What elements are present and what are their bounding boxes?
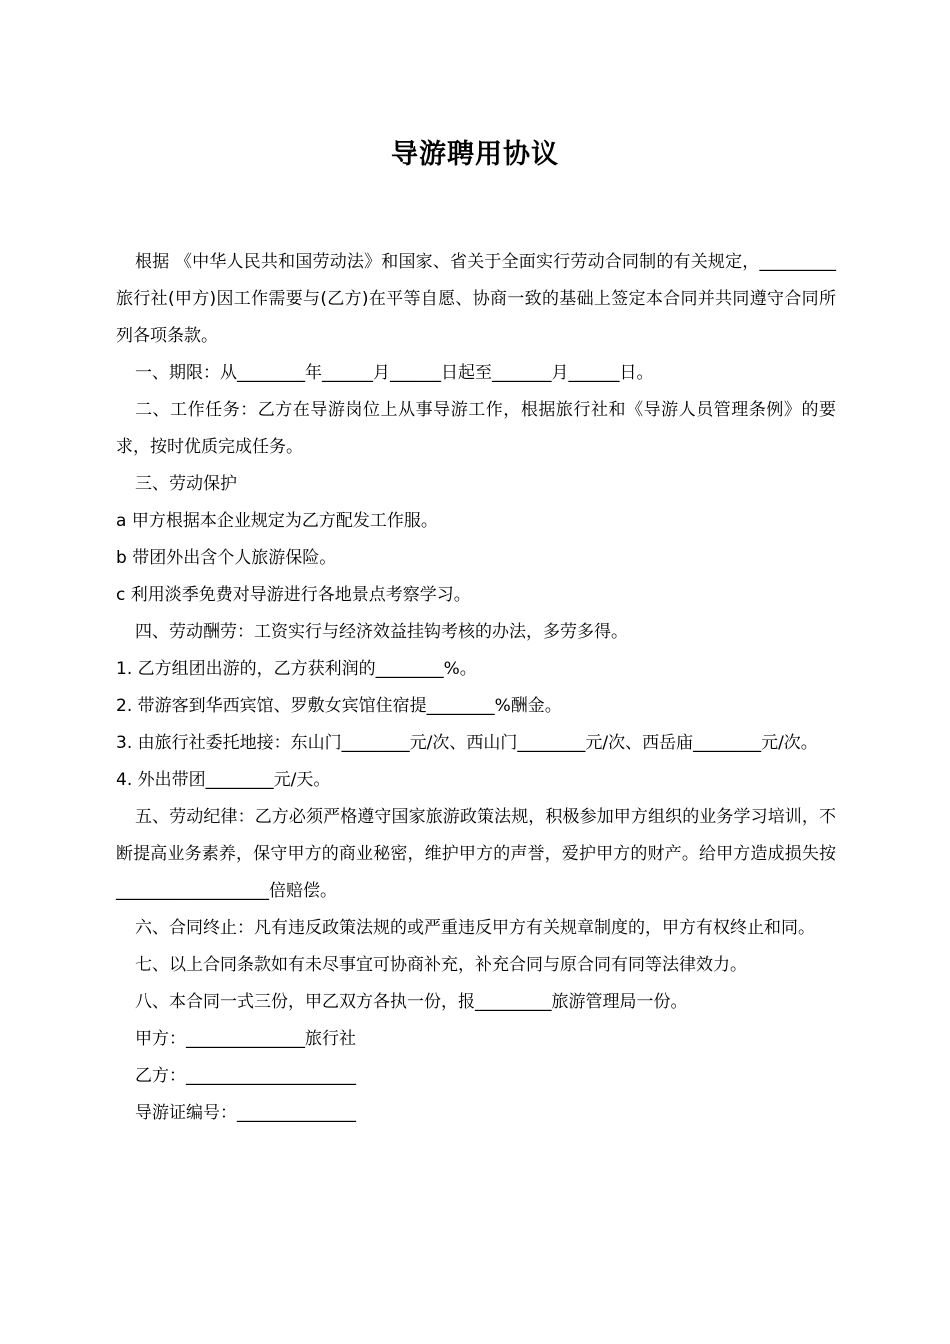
remuneration-item-3: 3. 由旅行社委托地接：东山门________元/次、西山门________元/次、西岳庙________元/次。 — [116, 733, 818, 753]
discipline-clause: 五、劳动纪律：乙方必须严格遵守国家旅游政策法规，积极参加甲方组织的业务学习培训，不断提高业务素养，保守甲方的商业秘密，维护甲方的声誉，爱护甲方的财产。给甲方造成损失按__________________倍赔偿。 — [116, 807, 836, 901]
party-a-signature-line: 甲方：______________旅行社 — [135, 1029, 356, 1049]
party-b-signature-line: 乙方：____________________ — [135, 1066, 356, 1086]
labor-protection-item-a: a 甲方根据本企业规定为乙方配发工作服。 — [116, 511, 438, 531]
remuneration-item-1: 1. 乙方组团出游的，乙方获利润的________%。 — [116, 659, 477, 679]
document-body — [116, 244, 836, 1132]
copies-clause: 八、本合同一式三份，甲乙双方各执一份，报_________旅游管理局一份。 — [135, 992, 688, 1012]
remuneration-clause: 四、劳动酬劳：工资实行与经济效益挂钩考核的办法，多劳多得。 — [135, 622, 628, 642]
guide-license-number-line: 导游证编号：______________ — [135, 1103, 356, 1123]
termination-clause: 六、合同终止：凡有违反政策法规的或严重违反甲方有关规章制度的，甲方有权终止和同。 — [135, 918, 815, 938]
remuneration-item-4: 4. 外出带团________元/天。 — [116, 770, 331, 790]
preamble-paragraph: 根据 《中华人民共和国劳动法》和国家、省关于全面实行劳动合同制的有关规定，_________旅行社(甲方)因工作需要与(乙方)在平等自愿、协商一致的基础上签定本合同并共同遵守合同所列各项条款。 — [116, 252, 836, 346]
supplement-clause: 七、以上合同条款如有未尽事宜可协商补充，补充合同与原合同有同等法律效力。 — [135, 955, 747, 975]
labor-protection-item-b: b 带团外出含个人旅游保险。 — [116, 548, 337, 568]
term-clause: 一、期限：从________年______月______日起至_______月______日。 — [135, 363, 654, 383]
remuneration-item-2: 2. 带游客到华西宾馆、罗敷女宾馆住宿提________%酬金。 — [116, 696, 562, 716]
labor-protection-item-c: c 利用淡季免费对导游进行各地景点考察学习。 — [116, 585, 471, 605]
work-task-clause: 二、工作任务：乙方在导游岗位上从事导游工作，根据旅行社和《导游人员管理条例》的要求，按时优质完成任务。 — [116, 400, 836, 457]
document-title: 导游聘用协议 — [391, 139, 559, 170]
labor-protection-heading: 三、劳动保护 — [135, 474, 237, 494]
